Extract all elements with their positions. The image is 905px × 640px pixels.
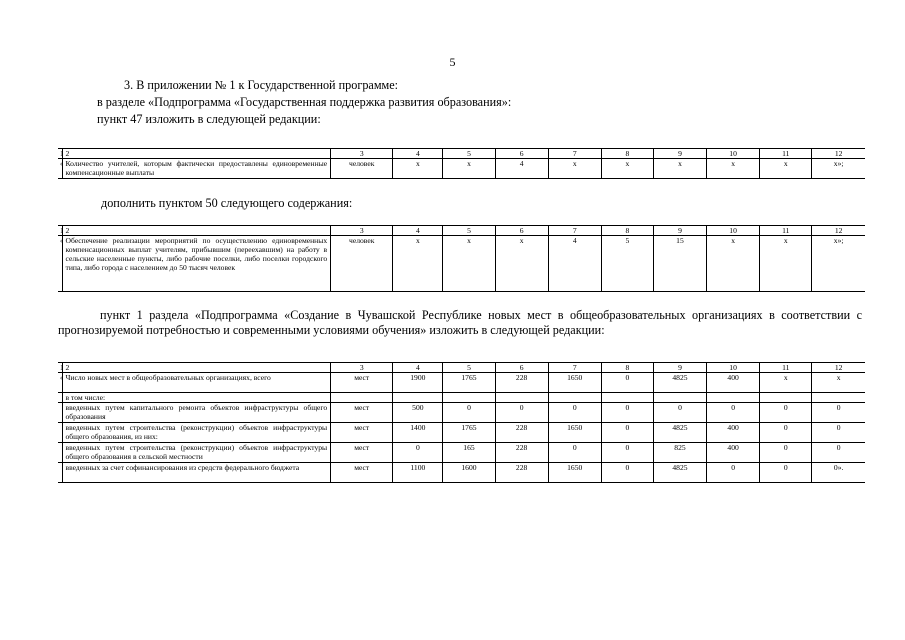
para-add-item-50: дополнить пунктом 50 следующего содержания: <box>101 196 353 210</box>
table-cell: 1650 <box>548 423 601 443</box>
header-cell: 2 <box>62 363 331 373</box>
table-cell: х <box>393 159 443 179</box>
header-cell: 8 <box>601 226 653 236</box>
table-cell: мест <box>331 443 393 463</box>
table-cell: х <box>495 236 548 292</box>
table-cell: 0 <box>760 463 812 483</box>
table-cell: 0 <box>601 373 653 393</box>
table-cell: х <box>548 159 601 179</box>
header-cell: 6 <box>495 149 548 159</box>
table-cell: 0 <box>393 443 443 463</box>
header-cell: 2 <box>62 226 331 236</box>
table-row <box>58 373 865 393</box>
table-cell: х»; <box>812 159 865 179</box>
table-body <box>58 226 865 292</box>
header-cell: 9 <box>653 226 706 236</box>
table-row <box>58 423 865 443</box>
header-cell <box>58 226 62 236</box>
table-cell: 0 <box>548 443 601 463</box>
header-cell: 5 <box>443 363 495 373</box>
table-cell: х»; <box>812 236 865 292</box>
table-cell: 1765 <box>443 423 495 443</box>
table-cell: Количество учителей, которым фактически предоставлены единовременные компенсационные выплаты <box>62 159 331 179</box>
table-cell: Число новых мест в общеобразовательных организациях, всего <box>62 373 331 393</box>
header-cell: 6 <box>495 226 548 236</box>
table-row <box>58 443 865 463</box>
table-cell: х <box>443 236 495 292</box>
table-cell: 0 <box>443 403 495 423</box>
table-cell: 228 <box>495 443 548 463</box>
table-cell: 0 <box>812 423 865 443</box>
header-cell: 2 <box>62 149 331 159</box>
table-cell: 825 <box>653 443 706 463</box>
table-cell: 0 <box>601 463 653 483</box>
table-cell: 0 <box>760 403 812 423</box>
table-cell: 400 <box>707 373 760 393</box>
table-cell: 0 <box>812 403 865 423</box>
table-item-47 <box>58 148 865 179</box>
table-cell: 0 <box>707 463 760 483</box>
table-cell: х <box>707 159 760 179</box>
table-cell: Обеспечение реализации мероприятий по осуществлению единовременных компенсационных выплат учителям, прибывшим (переехавшим) на работу в сельские населенные пункты, либо рабочие поселки, либо поселки городского типа, либо города с населением до 50 тысяч человек <box>62 236 331 292</box>
table-cell: х <box>760 373 812 393</box>
table-body <box>58 149 865 179</box>
table-cell: 1600 <box>443 463 495 483</box>
header-cell: 10 <box>707 149 760 159</box>
table-cell: 0 <box>601 423 653 443</box>
header-cell: 3 <box>331 363 393 373</box>
header-cell: 12 <box>812 226 865 236</box>
intro-line-2: в разделе «Подпрограмма «Государственная поддержка развития образования»: <box>97 95 512 109</box>
table-cell: 1100 <box>393 463 443 483</box>
table-cell: введенных путем строительства (реконструкции) объектов инфраструктуры общего образования в сельской местности <box>62 443 331 463</box>
table-cell: 500 <box>393 403 443 423</box>
header-cell: 6 <box>495 363 548 373</box>
table-cell: 165 <box>443 443 495 463</box>
table-cell: 400 <box>707 443 760 463</box>
header-cell: 8 <box>601 363 653 373</box>
header-cell: 9 <box>653 149 706 159</box>
intro-line-3: пункт 47 изложить в следующей редакции: <box>97 112 321 126</box>
table-cell <box>393 393 443 403</box>
table-cell <box>495 393 548 403</box>
header-cell: 7 <box>548 226 601 236</box>
table-row <box>58 236 865 292</box>
table-cell: 0 <box>601 443 653 463</box>
table-cell: х <box>707 236 760 292</box>
intro-line-1: 3. В приложении № 1 к Государственной программе: <box>124 78 399 92</box>
table-cell: мест <box>331 373 393 393</box>
table-cell: мест <box>331 403 393 423</box>
table-cell: введенных путем капитального ремонта объектов инфраструктуры общего образования <box>62 403 331 423</box>
table-cell: 4825 <box>653 373 706 393</box>
table-cell: 228 <box>495 463 548 483</box>
header-cell: 10 <box>707 363 760 373</box>
header-cell: 9 <box>653 363 706 373</box>
table-cell: мест <box>331 463 393 483</box>
table-cell: введенных за счет софинансирования из средств федерального бюджета <box>62 463 331 483</box>
table-cell: 0 <box>653 403 706 423</box>
table-cell: х <box>653 159 706 179</box>
table-cell: 0 <box>548 403 601 423</box>
table-cell: 0 <box>495 403 548 423</box>
header-cell: 4 <box>393 149 443 159</box>
table-cell <box>653 393 706 403</box>
table-cell: 400 <box>707 423 760 443</box>
table-cell: 0 <box>760 423 812 443</box>
table-cell: х <box>443 159 495 179</box>
header-cell: 5 <box>443 149 495 159</box>
table-cell: 0 <box>760 443 812 463</box>
header-cell: 12 <box>812 149 865 159</box>
header-cell: 4 <box>393 363 443 373</box>
table-cell <box>707 393 760 403</box>
header-cell: 3 <box>331 149 393 159</box>
header-cell: 4 <box>393 226 443 236</box>
table-cell: 228 <box>495 423 548 443</box>
table-cell <box>443 393 495 403</box>
table-cell: 1765 <box>443 373 495 393</box>
table-row <box>58 159 865 179</box>
table-cell: х <box>393 236 443 292</box>
table-row <box>58 393 865 403</box>
table-cell <box>601 393 653 403</box>
table-cell: 1650 <box>548 463 601 483</box>
table-cell: 4825 <box>653 463 706 483</box>
table-cell: 5 <box>601 236 653 292</box>
table-cell: 15 <box>653 236 706 292</box>
table-header-row <box>58 363 865 373</box>
table-cell: 0 <box>812 443 865 463</box>
table-cell: 0 <box>707 403 760 423</box>
table-cell: в том числе: <box>62 393 331 403</box>
table-cell: 1900 <box>393 373 443 393</box>
table-item-50 <box>58 225 865 292</box>
header-cell: 11 <box>760 363 812 373</box>
table-cell: 1650 <box>548 373 601 393</box>
header-cell: 5 <box>443 226 495 236</box>
table-body <box>58 363 865 483</box>
table-cell: х <box>760 159 812 179</box>
page-number: 5 <box>449 55 456 69</box>
header-cell: 7 <box>548 363 601 373</box>
table-cell: х <box>812 373 865 393</box>
header-cell: 7 <box>548 149 601 159</box>
table-cell: 4 <box>495 159 548 179</box>
table-cell: 4825 <box>653 423 706 443</box>
table-cell: человек <box>331 236 393 292</box>
table-header-row <box>58 226 865 236</box>
table-cell <box>812 393 865 403</box>
table-cell: 228 <box>495 373 548 393</box>
table-item-1 <box>58 362 865 483</box>
table-cell: человек <box>331 159 393 179</box>
table-cell: введенных путем строительства (реконструкции) объектов инфраструктуры общего образования, из них: <box>62 423 331 443</box>
header-cell <box>58 149 62 159</box>
header-cell: 8 <box>601 149 653 159</box>
table-cell: 1400 <box>393 423 443 443</box>
table-row <box>58 403 865 423</box>
para-item-1-section: пункт 1 раздела «Подпрограмма «Создание в Чувашской Республике новых мест в общеобразовательных организациях в соответствии с прогнозируемой потребностью и современными условиями обучения» изложить в следующей редакции: <box>58 308 862 337</box>
header-cell: 10 <box>707 226 760 236</box>
table-row <box>58 463 865 483</box>
header-cell <box>58 363 62 373</box>
table-header-row <box>58 149 865 159</box>
table-cell: 0». <box>812 463 865 483</box>
header-cell: 11 <box>760 226 812 236</box>
table-cell: х <box>760 236 812 292</box>
table-cell: мест <box>331 423 393 443</box>
table-cell: 4 <box>548 236 601 292</box>
header-cell: 11 <box>760 149 812 159</box>
table-cell <box>331 393 393 403</box>
header-cell: 12 <box>812 363 865 373</box>
header-cell: 3 <box>331 226 393 236</box>
table-cell: х <box>601 159 653 179</box>
table-cell <box>548 393 601 403</box>
table-cell: 0 <box>601 403 653 423</box>
table-cell <box>760 393 812 403</box>
